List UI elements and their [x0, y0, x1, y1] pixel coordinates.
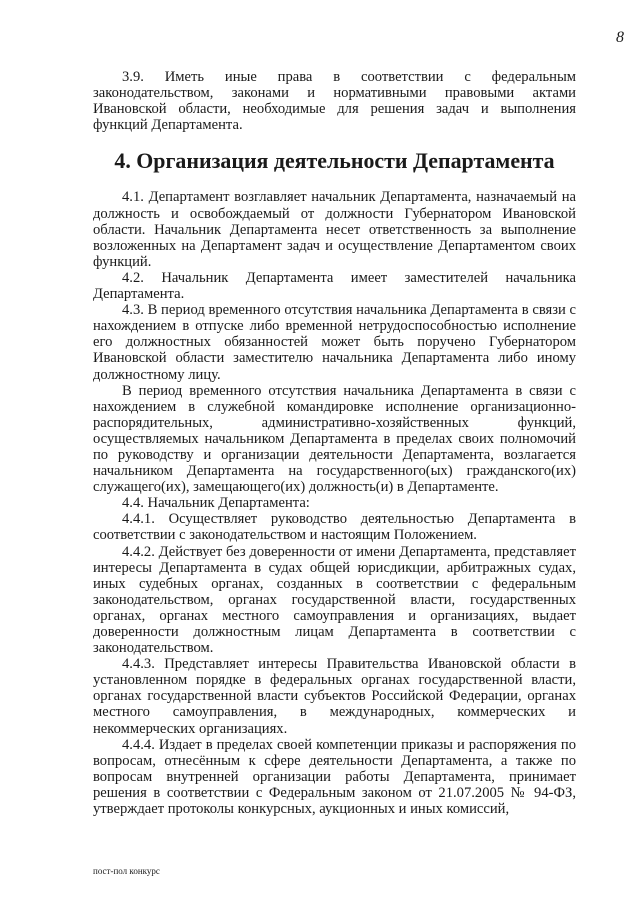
paragraph-3-9: 3.9. Иметь иные права в соответствии с федеральным законодательством, законами и нормативными правовыми актами Ивановской области, необходимые для решения задач и выполнения функций Департамента.	[93, 69, 576, 134]
paragraph-4-4-3: 4.4.3. Представляет интересы Правительства Ивановской области в установленном порядке в федеральных органах государственной власти, органах государственной власти субъектов Российской Федерации, органах местного самоуправления, в международных, коммерческих и некоммерческих организациях.	[93, 656, 576, 737]
paragraph-4-4-4: 4.4.4. Издает в пределах своей компетенции приказы и распоряжения по вопросам, отнесённым к сфере деятельности Департамента, а также по вопросам внутренней организации работы Департамента, принимает решения в соответствии с Федеральным законом от 21.07.2005 № 94-ФЗ, утверждает протоколы конкурсных, аукционных и иных комиссий,	[93, 736, 576, 818]
footer-label: пост-пол конкурс	[93, 866, 160, 876]
document-body	[93, 69, 576, 817]
section-heading: 4. Организация деятельности Департамента	[114, 148, 555, 174]
paragraph-4-3-cont: В период временного отсутствия начальника Департамента в связи с нахождением в служебной командировке исполнение организационно-распорядительных, административно-хозяйственных функций, осуществляемых начальником Департамента в пределах своих полномочий по руководству и организации деятельности Департамента, возлагается начальником Департамента на государственного(ых) гражданского(их) служащего(их), замещающего(их) должность(и) в Департаменте.	[93, 382, 576, 496]
paragraph-4-1: 4.1. Департамент возглавляет начальник Департамента, назначаемый на должность и освобождаемый от должности Губернатором Ивановской области. Начальник Департамента несет ответственность за выполнение возложенных на Департамент задач и осуществление Департаментом своих функций.	[93, 189, 576, 270]
page-number: 8	[616, 29, 624, 46]
paragraph-4-2: 4.2. Начальник Департамента имеет заместителей начальника Департамента.	[93, 269, 576, 303]
paragraph-4-4-2: 4.4.2. Действует без доверенности от имени Департамента, представляет интересы Департамента в судах общей юрисдикции, арбитражных судах, иных судебных органах, созданных в соответствии с федеральным законодательством, органах государственной власти, государственных органах, органах местного самоуправления и организациях, выдает доверенности должностным лицам Департамента в соответствии с законодательством.	[93, 543, 576, 657]
paragraph-4-4: 4.4. Начальник Департамента:	[122, 495, 310, 512]
paragraph-4-4-1: 4.4.1. Осуществляет руководство деятельностью Департамента в соответствии с законодательством и настоящим Положением.	[93, 511, 576, 544]
paragraph-4-3: 4.3. В период временного отсутствия начальника Департамента в связи с нахождением в отпуске либо временной нетрудоспособностью исполнение его должностных обязанностей может быть поручено Губернатором Ивановской области заместителю начальника Департамента либо иному должностному лицу.	[93, 302, 576, 383]
